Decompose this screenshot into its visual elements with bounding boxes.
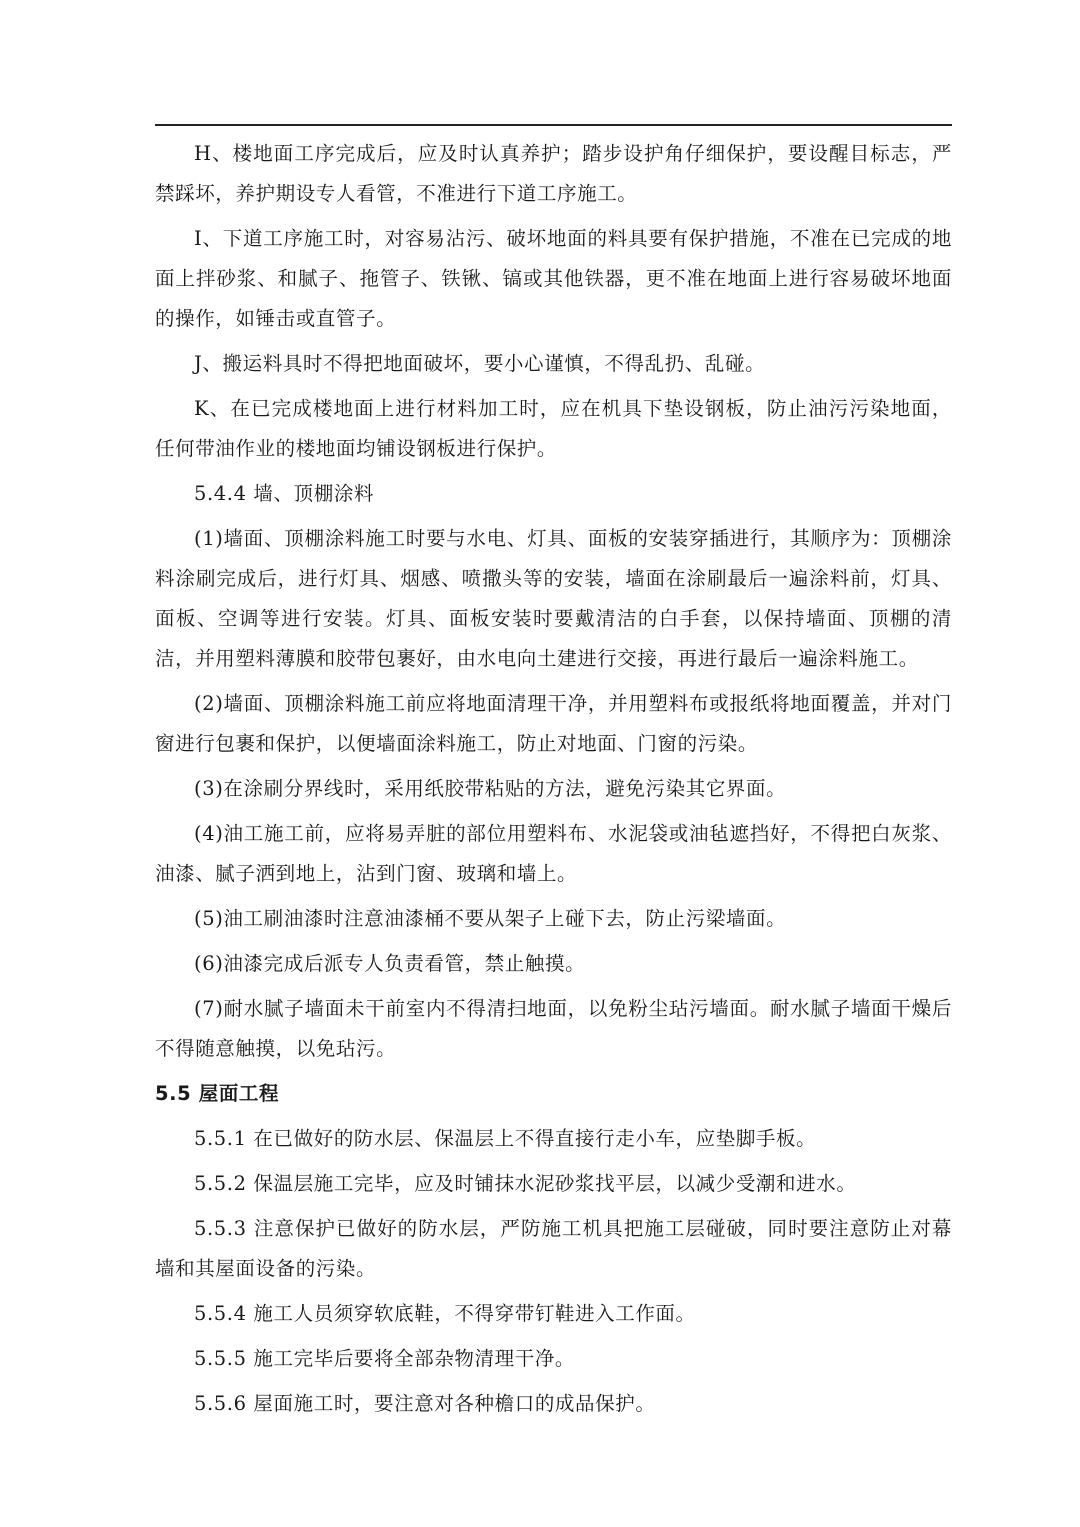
list-item: 5.5.3 注意保护已做好的防水层，严防施工机具把施工层碰破，同时要注意防止对幕墙和其屋面设备的污染。: [155, 1217, 952, 1280]
document-body: [155, 134, 952, 1429]
paragraph-i: I、下道工序施工时，对容易沾污、破坏地面的料具要有保护措施，不准在已完成的地面上拌砂浆、和腻子、拖管子、铁锹、镐或其他铁器，更不准在地面上进行容易破坏地面的操作，如锤击或直管子。: [155, 227, 952, 330]
paragraph-j: J、搬运料具时不得把地面破坏，要小心谨慎，不得乱扔、乱碰。: [194, 352, 766, 375]
list-item: 5.5.2 保温层施工完毕，应及时铺抹水泥砂浆找平层，以减少受潮和进水。: [194, 1172, 857, 1195]
subsection-title-5-4-4: 5.4.4 墙、顶棚涂料: [194, 482, 375, 505]
section-heading-5-5: 5.5 屋面工程: [155, 1082, 280, 1105]
paragraph-h: H、楼地面工序完成后，应及时认真养护；踏步设护角仔细保护，要设醒目标志，严禁踩坏，养护期设专人看管，不准进行下道工序施工。: [155, 142, 952, 205]
header-rule: [155, 124, 952, 126]
list-item: 5.5.6 屋面施工时，要注意对各种檐口的成品保护。: [194, 1392, 656, 1415]
paragraph-item-7: (7)耐水腻子墙面未干前室内不得清扫地面，以免粉尘玷污墙面。耐水腻子墙面干燥后不得随意触摸，以免玷污。: [155, 997, 952, 1060]
list-item: 5.5.5 施工完毕后要将全部杂物清理干净。: [194, 1347, 576, 1370]
list-item: 5.5.1 在已做好的防水层、保温层上不得直接行走小车，应垫脚手板。: [194, 1127, 817, 1150]
list-item: 5.5.4 施工人员须穿软底鞋，不得穿带钉鞋进入工作面。: [194, 1302, 696, 1325]
paragraph-k: K、在已完成楼地面上进行材料加工时，应在机具下垫设钢板，防止油污污染地面，任何带油作业的楼地面均铺设钢板进行保护。: [155, 397, 952, 460]
paragraph-item-1: (1)墙面、顶棚涂料施工时要与水电、灯具、面板的安装穿插进行，其顺序为：顶棚涂料涂刷完成后，进行灯具、烟感、喷撒头等的安装，墙面在涂刷最后一遍涂料前，灯具、面板、空调等进行安装。灯具、面板安装时要戴清洁的白手套，以保持墙面、顶棚的清洁，并用塑料薄膜和胶带包裹好，由水电向土建进行交接，再进行最后一遍涂料施工。: [155, 527, 952, 670]
paragraph-item-2: (2)墙面、顶棚涂料施工前应将地面清理干净，并用塑料布或报纸将地面覆盖，并对门窗进行包裹和保护，以便墙面涂料施工，防止对地面、门窗的污染。: [155, 692, 952, 755]
paragraph-item-5: (5)油工刷油漆时注意油漆桶不要从架子上碰下去，防止污梁墙面。: [194, 907, 787, 930]
paragraph-item-6: (6)油漆完成后派专人负责看管，禁止触摸。: [194, 952, 586, 975]
paragraph-item-3: (3)在涂刷分界线时，采用纸胶带粘贴的方法，避免污染其它界面。: [194, 777, 787, 800]
paragraph-item-4: (4)油工施工前，应将易弄脏的部位用塑料布、水泥袋或油毡遮挡好，不得把白灰浆、油漆、腻子洒到地上，沾到门窗、玻璃和墙上。: [155, 822, 952, 885]
